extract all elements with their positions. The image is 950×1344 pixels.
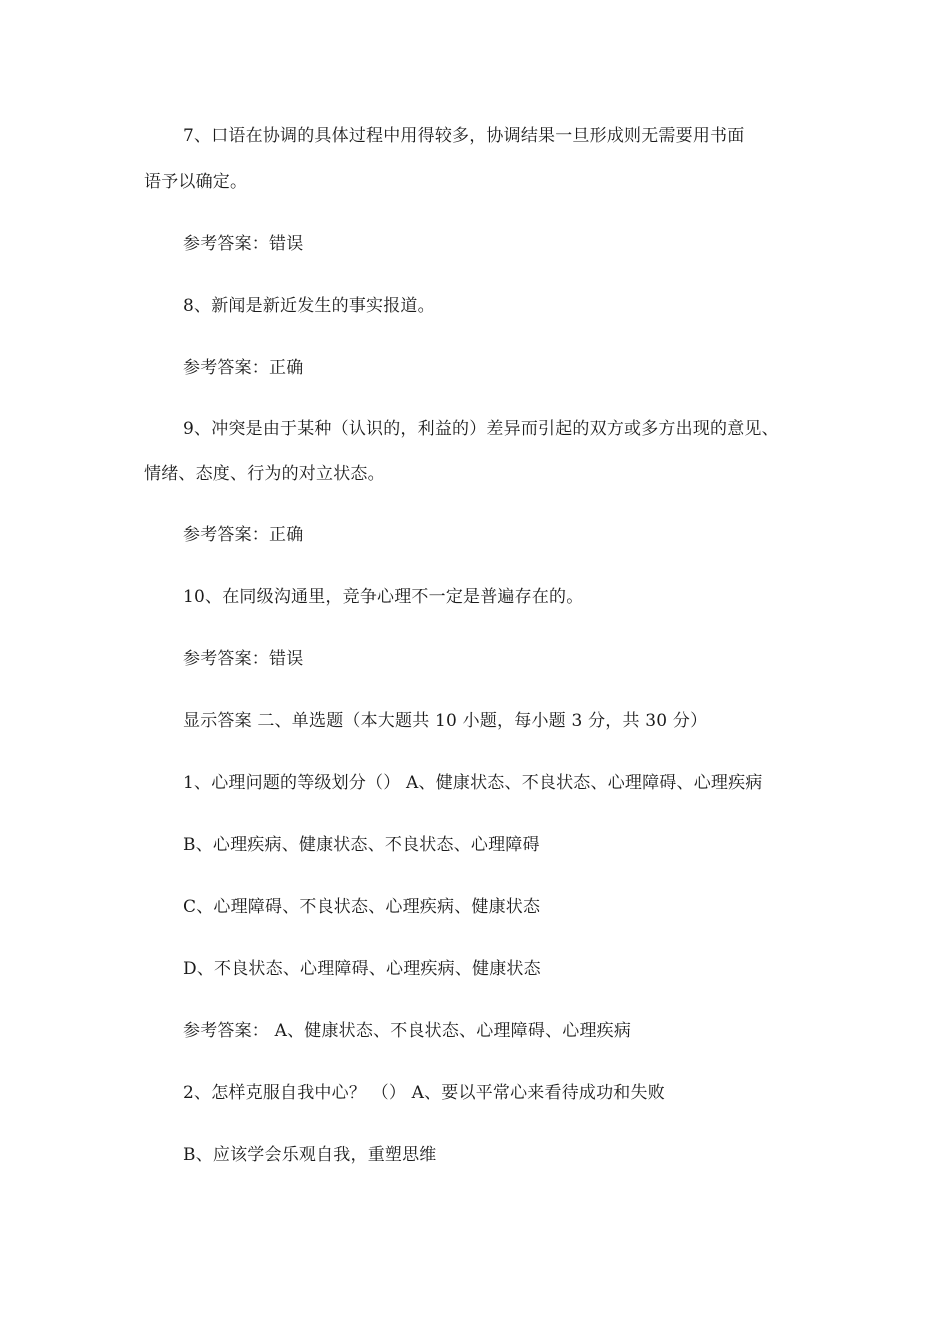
single-choice-q1-stem: 1、心理问题的等级划分（） A、健康状态、不良状态、心理障碍、心理疾病	[183, 773, 763, 793]
single-choice-q2-option-b: B、应该学会乐观自我，重塑思维	[183, 1145, 437, 1165]
single-choice-q1-option-c: C、心理障碍、不良状态、心理疾病、健康状态	[183, 897, 541, 917]
question-9-line-1: 9、冲突是由于某种（认识的，利益的）差异而引起的双方或多方出现的意见、	[183, 419, 779, 439]
question-7-line-2: 语予以确定。	[144, 172, 248, 192]
question-9-line-2: 情绪、态度、行为的对立状态。	[144, 464, 385, 484]
question-8-answer: 参考答案：正确	[183, 358, 304, 378]
question-10-answer: 参考答案：错误	[183, 649, 304, 669]
single-choice-q1-answer: 参考答案： A、健康状态、不良状态、心理障碍、心理疾病	[183, 1021, 632, 1041]
question-9-answer: 参考答案：正确	[183, 525, 304, 545]
section-header-single-choice: 显示答案 二、单选题（本大题共 10 小题，每小题 3 分，共 30 分）	[183, 711, 708, 731]
question-10: 10、在同级沟通里，竞争心理不一定是普遍存在的。	[183, 587, 584, 607]
question-7-answer: 参考答案：错误	[183, 234, 304, 254]
question-8: 8、新闻是新近发生的事实报道。	[183, 296, 435, 316]
single-choice-q1-option-d: D、不良状态、心理障碍、心理疾病、健康状态	[183, 959, 541, 979]
single-choice-q2-stem: 2、怎样克服自我中心？ （） A、要以平常心来看待成功和失败	[183, 1083, 665, 1103]
single-choice-q1-option-b: B、心理疾病、健康状态、不良状态、心理障碍	[183, 835, 540, 855]
question-7-line-1: 7、口语在协调的具体过程中用得较多，协调结果一旦形成则无需要用书面	[183, 126, 745, 146]
